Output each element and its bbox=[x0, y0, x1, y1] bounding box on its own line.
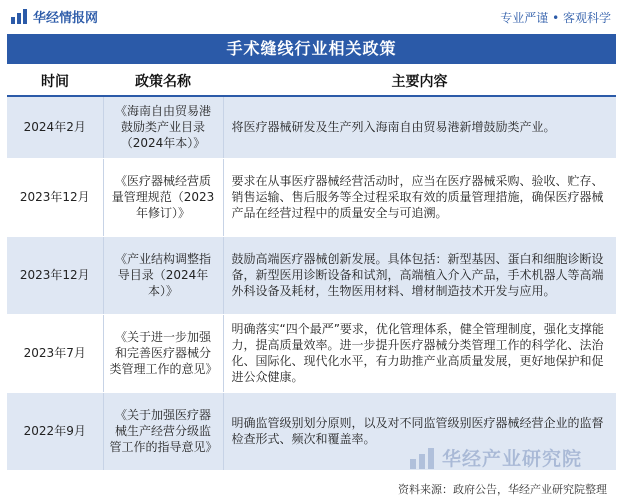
table-row bbox=[7, 96, 616, 158]
top-bar bbox=[0, 0, 623, 34]
table-row bbox=[7, 236, 616, 314]
cell-time: 2023年7月 bbox=[7, 314, 103, 392]
cell-time: 2022年9月 bbox=[7, 392, 103, 470]
cell-policy-name: 《产业结构调整指导目录（2024年本）》 bbox=[103, 236, 223, 314]
cell-time: 2024年2月 bbox=[7, 96, 103, 158]
table-header-row bbox=[7, 66, 616, 96]
source-note: 资料来源：政府公告，华经产业研究院整理 bbox=[398, 483, 607, 496]
table-row bbox=[7, 314, 616, 392]
watermark-logo-icon bbox=[410, 447, 436, 469]
column-header-main-content: 主要内容 bbox=[223, 66, 616, 96]
cell-main-content: 将医疗器械研发及生产列入海南自由贸易港新增鼓励类产业。 bbox=[223, 96, 616, 158]
cell-policy-name: 《医疗器械经营质量管理规范（2023年修订）》 bbox=[103, 158, 223, 236]
cell-time: 2023年12月 bbox=[7, 236, 103, 314]
bar-chart-logo-icon bbox=[10, 8, 28, 26]
cell-main-content: 明确监管级别划分原则，以及对不同监管级别医疗器械经营企业的监督检查形式、频次和覆盖率。 bbox=[223, 392, 616, 470]
watermark-text: 华经产业研究院 bbox=[442, 448, 583, 470]
cell-main-content: 鼓励高端医疗器械创新发展。具体包括：新型基因、蛋白和细胞诊断设备，新型医用诊断设备和试剂，高端植入介入产品，手术机器人等高端外科设备及耗材，生物医用材料、增材制造技术开发与应用。 bbox=[223, 236, 616, 314]
brand bbox=[10, 7, 98, 26]
brand-name: 华经情报网 bbox=[33, 11, 99, 26]
table-row bbox=[7, 158, 616, 236]
cell-main-content: 明确落实“四个最严”要求，优化管理体系，健全管理制度，强化支撑能力，提高质量效率。进一步提升医疗器械分类管理工作的科学化、法治化、国际化、现代化水平，有力助推产业高质量发展，更好地保护和促进公众健康。 bbox=[223, 314, 616, 392]
page-title: 手术缝线行业相关政策 bbox=[7, 34, 616, 64]
policy-table bbox=[7, 66, 616, 471]
cell-policy-name: 《关于进一步加强和完善医疗器械分类管理工作的意见》 bbox=[103, 314, 223, 392]
watermark bbox=[410, 444, 582, 471]
cell-policy-name: 《海南自由贸易港鼓励类产业目录（2024年本）》 bbox=[103, 96, 223, 158]
column-header-policy-name: 政策名称 bbox=[103, 66, 223, 96]
column-header-time: 时间 bbox=[7, 66, 103, 96]
cell-main-content: 要求在从事医疗器械经营活动时，应当在医疗器械采购、验收、贮存、销售运输、售后服务等全过程采取有效的质量管理措施，确保医疗器械产品在经营过程中的质量安全与可追溯。 bbox=[223, 158, 616, 236]
cell-time: 2023年12月 bbox=[7, 158, 103, 236]
cell-policy-name: 《关于加强医疗器械生产经营分级监管工作的指导意见》 bbox=[103, 392, 223, 470]
slogan: 专业严谨 • 客观科学 bbox=[500, 11, 611, 25]
